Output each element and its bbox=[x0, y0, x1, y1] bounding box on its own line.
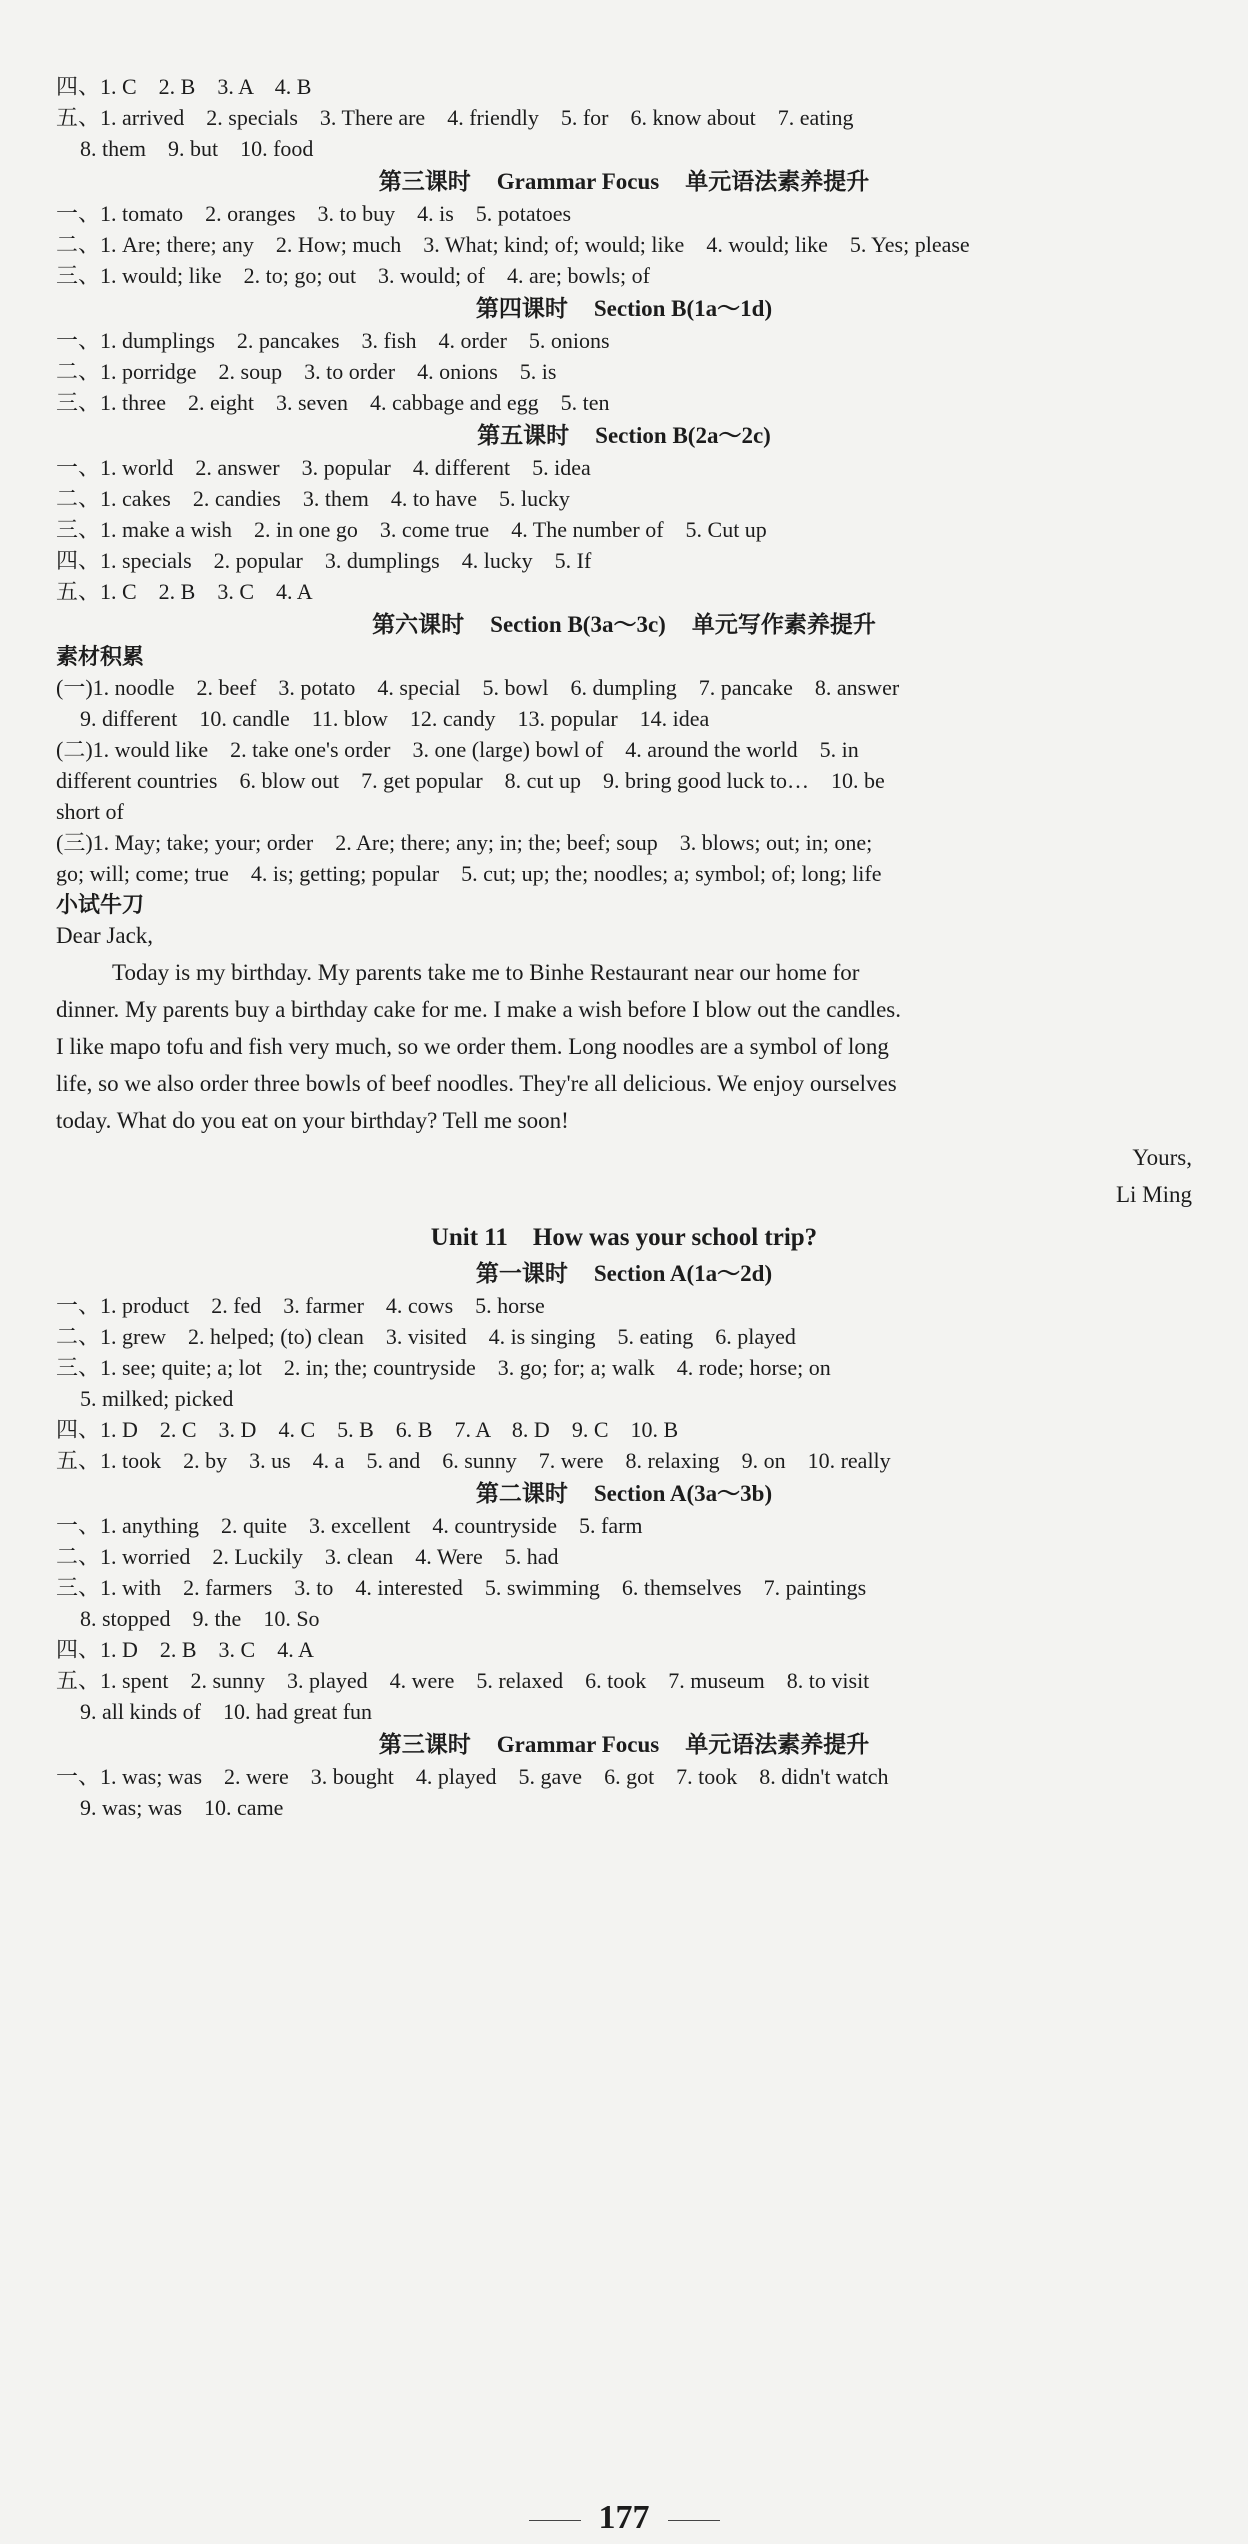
answer-line: 四、1. specials 2. popular 3. dumplings 4. lucky 5. If bbox=[56, 548, 592, 573]
answer-line: different countries 6. blow out 7. get popular 8. cut up 9. bring good luck to… 10. be bbox=[56, 768, 885, 793]
letter-line: Today is my birthday. My parents take me to Binhe Restaurant near our home for bbox=[112, 960, 860, 985]
answer-line: 二、1. cakes 2. candies 3. them 4. to have 5. lucky bbox=[56, 486, 570, 511]
lesson-title: 第六课时 Section B(3a～3c) 单元写作素养提升 bbox=[372, 612, 876, 637]
answer-line: 二、1. grew 2. helped; (to) clean 3. visited 4. is singing 5. eating 6. played bbox=[56, 1324, 796, 1349]
answer-line: 五、1. arrived 2. specials 3. There are 4. friendly 5. for 6. know about 7. eating bbox=[56, 105, 854, 130]
answer-line: 二、1. porridge 2. soup 3. to order 4. onions 5. is bbox=[56, 359, 557, 384]
letter-line: today. What do you eat on your birthday? Tell me soon! bbox=[56, 1108, 569, 1133]
answer-line: 三、1. with 2. farmers 3. to 4. interested 5. swimming 6. themselves 7. paintings bbox=[56, 1575, 867, 1600]
answer-line: 四、1. D 2. C 3. D 4. C 5. B 6. B 7. A 8. D 9. C 10. B bbox=[56, 1417, 679, 1442]
answer-line: short of bbox=[56, 799, 124, 824]
answer-line: 一、1. was; was 2. were 3. bought 4. played 5. gave 6. got 7. took 8. didn't watch bbox=[56, 1764, 889, 1789]
answer-line: 五、1. took 2. by 3. us 4. a 5. and 6. sunny 7. were 8. relaxing 9. on 10. really bbox=[56, 1448, 891, 1473]
answer-line: 三、1. make a wish 2. in one go 3. come true 4. The number of 5. Cut up bbox=[56, 517, 767, 542]
lesson-title: 第二课时 Section A(3a～3b) bbox=[475, 1481, 773, 1506]
answer-line: 一、1. dumplings 2. pancakes 3. fish 4. order 5. onions bbox=[56, 328, 610, 353]
answer-line: 三、1. see; quite; a; lot 2. in; the; countryside 3. go; for; a; walk 4. rode; horse; on bbox=[56, 1355, 831, 1380]
answer-line: 9. all kinds of 10. had great fun bbox=[80, 1699, 373, 1724]
answer-line: 一、1. anything 2. quite 3. excellent 4. countryside 5. farm bbox=[56, 1513, 643, 1538]
answer-line: 8. stopped 9. the 10. So bbox=[80, 1606, 320, 1631]
answer-line: 9. different 10. candle 11. blow 12. candy 13. popular 14. idea bbox=[80, 706, 710, 731]
letter-greeting: Dear Jack, bbox=[56, 923, 154, 948]
answer-line: 8. them 9. but 10. food bbox=[80, 136, 314, 161]
unit-title: Unit 11 How was your school trip? bbox=[430, 1224, 818, 1251]
lesson-title: 第三课时 Grammar Focus 单元语法素养提升 bbox=[378, 169, 870, 194]
answer-line: (二)1. would like 2. take one's order 3. one (large) bowl of 4. around the world 5. in bbox=[56, 737, 859, 762]
letter-signature: Li Ming bbox=[1115, 1182, 1192, 1207]
lesson-title: 第三课时 Grammar Focus 单元语法素养提升 bbox=[378, 1732, 870, 1757]
subheading-practice: 小试牛刀 bbox=[56, 892, 145, 917]
page-number: 177 bbox=[0, 2498, 1248, 2538]
answer-line: (三)1. May; take; your; order 2. Are; there; any; in; the; beef; soup 3. blows; out; in; one; bbox=[56, 830, 873, 855]
lesson-title: 第一课时 Section A(1a～2d) bbox=[475, 1261, 773, 1286]
answer-line: 5. milked; picked bbox=[80, 1386, 234, 1411]
letter-line: life, so we also order three bowls of beef noodles. They're all delicious. We enjoy ourselves bbox=[56, 1071, 897, 1096]
answer-line: go; will; come; true 4. is; getting; popular 5. cut; up; the; noodles; a; symbol; of; long; life bbox=[56, 861, 882, 886]
answer-line: 一、1. tomato 2. oranges 3. to buy 4. is 5. potatoes bbox=[56, 201, 572, 226]
answer-line: 五、1. spent 2. sunny 3. played 4. were 5. relaxed 6. took 7. museum 8. to visit bbox=[56, 1668, 870, 1693]
answer-line: 二、1. Are; there; any 2. How; much 3. What; kind; of; would; like 4. would; like 5. Yes; please bbox=[56, 232, 970, 257]
answer-line: 三、1. three 2. eight 3. seven 4. cabbage and egg 5. ten bbox=[56, 390, 610, 415]
answer-line: 一、1. product 2. fed 3. farmer 4. cows 5. horse bbox=[56, 1293, 545, 1318]
answer-line: (一)1. noodle 2. beef 3. potato 4. special 5. bowl 6. dumpling 7. pancake 8. answer bbox=[56, 675, 900, 700]
answer-line: 五、1. C 2. B 3. C 4. A bbox=[56, 579, 313, 604]
answer-line: 二、1. worried 2. Luckily 3. clean 4. Were 5. had bbox=[56, 1544, 559, 1569]
answer-line: 四、1. C 2. B 3. A 4. B bbox=[56, 74, 312, 99]
subheading-materials: 素材积累 bbox=[56, 644, 145, 669]
letter-closing: Yours, bbox=[1132, 1145, 1192, 1170]
answer-line: 9. was; was 10. came bbox=[80, 1795, 284, 1820]
answer-line: 三、1. would; like 2. to; go; out 3. would; of 4. are; bowls; of bbox=[56, 263, 650, 288]
lesson-title: 第五课时 Section B(2a～2c) bbox=[477, 423, 771, 448]
lesson-title: 第四课时 Section B(1a～1d) bbox=[475, 296, 773, 321]
letter-line: dinner. My parents buy a birthday cake for me. I make a wish before I blow out the candles. bbox=[56, 997, 901, 1022]
answer-line: 四、1. D 2. B 3. C 4. A bbox=[56, 1637, 314, 1662]
letter-line: I like mapo tofu and fish very much, so we order them. Long noodles are a symbol of long bbox=[56, 1034, 889, 1059]
answer-line: 一、1. world 2. answer 3. popular 4. different 5. idea bbox=[56, 455, 591, 480]
